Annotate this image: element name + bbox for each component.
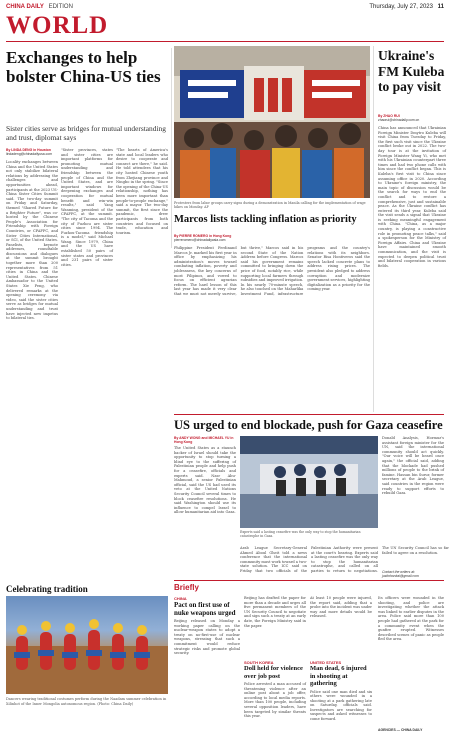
briefly-title: Briefly bbox=[174, 583, 199, 592]
icc-byline: By ANDY WONG and MICHAEL YU in Hong Kong bbox=[174, 436, 234, 445]
kuleba-agency-credit: AGENCIES — CHINA DAILY bbox=[378, 728, 423, 732]
briefly-item bbox=[244, 660, 306, 742]
masthead-logo: CHINA DAILY bbox=[6, 3, 44, 10]
icc-headline: US urged to end blockade, push for Gaza ceasefire bbox=[174, 418, 443, 432]
icc-photo bbox=[240, 436, 378, 528]
page-header bbox=[6, 2, 444, 11]
celebrating-heading: Celebrating tradition bbox=[6, 584, 88, 594]
exchanges-deck: Sister cities serve as bridges for mutual understanding and trust, diplomat says bbox=[6, 124, 166, 142]
exchanges-body-1: Locality exchanges between China and the United States not only stabilize bilateral relations by addressing the challenges and opportunities ahead, participants at the 2023 US-China Sister Cities Summit said. The two-day summit on Friday and Saturday, themed "Shared Future for a Brighter Future", was co-hosted by the Chinese People's Association for Friendship with Foreign Countries, or CPAFFC, and Sister Cities International, or SCI, of the United States. Panelists, keynote addresses, roundtable discussions and dialogues at the summit brought together more than 200 representatives from 51 cities in China and the United States. Chinese Ambassador to the United States Xie Feng, who delivered remarks at the opening ceremony via video, said the sister cities serve as bridges for mutual understanding and trust have injected new impetus to bilateral ties. bbox=[6, 160, 58, 321]
celebration-caption: Dancers wearing traditional costumes perform during the Naadam summer celebration in Xilinhot of the Inner Mongolia autonomous region. (Photo: China Daily) bbox=[6, 697, 167, 706]
page-number: 11 bbox=[437, 3, 444, 10]
exchanges-byline-email: lindadeng@chinadailyusa.com bbox=[6, 152, 53, 157]
briefly-extra-column: At least 10 people were injured, the report said, adding that a probe into the incident was under way and more details would be released. bbox=[310, 596, 372, 619]
right-column-divider bbox=[373, 46, 374, 412]
briefly-region: CHINA bbox=[174, 596, 187, 601]
exchanges-headline: Exchanges to help bolster China-US ties bbox=[6, 48, 161, 86]
marcos-body: Philippine President Ferdinand Marcos Jr. marked his first year in office by emphasizing his administration's moves toward combating inflation, poverty and joblessness, the key concerns of most Filipinos, and vowed to focus on efficient agrarian reform. The hard lesson of this last year has made it very clear that we must not merely survive, but thrive," Marcos said in his second State of the Nation Address before Congress. Marcos said his government remains committed to bringing down the price of food, notably rice, while supporting local farmers through subsidies and improved irrigation. In his nearly 70-minute speech, he also touched on the Maharlika Investment Fund, infrastructure programs and the country's relations with its neighbors. Senator Risa Hontiveros said the speech lacked concrete plans to address rising prices. The president also pledged to address corruption and modernize government services, highlighting digitalization as a priority for the coming year. bbox=[174, 246, 370, 296]
marcos-byline-name: By PIERRE ROMERO in Hong Kong bbox=[174, 234, 232, 238]
exchanges-byline bbox=[6, 148, 58, 157]
briefly-body: Police arrested a man accused of threatening violence after an online post about a job offer, according to local media reports. More than 100 people, including several opposition leaders, have been targeted by similar threats this year. bbox=[244, 682, 306, 719]
kuleba-byline-email: zhaorui@chinadaily.com.cn bbox=[378, 118, 420, 123]
briefly-region: UNITED STATES bbox=[310, 660, 342, 665]
briefly-body: Police said one man died and six others were wounded in a shooting at a park gathering late on Saturday, officials said. Investigators are searching for suspects and asked witnesses to come forward. bbox=[310, 689, 372, 722]
icc-body-1: The United States as a staunch backer of Israel should take the opportunity to stop turning a blind eye to the suffering of Palestinian people and help push for a ceasefire, officials and experts said. Nasr Abu-Mahmoud, a senior Palestinian official, said the US had used its veto at the United Nations Security Council several times to block ceasefire resolutions. He said Washington should use its influence to compel Israel to allow humanitarian aid into Gaza. bbox=[174, 446, 236, 515]
section-rule bbox=[6, 41, 444, 42]
protest-photo bbox=[174, 46, 370, 198]
exchanges-body-3: "The hearts of America's state and local leaders who desire to cooperate and connect are there," he said. He told attendees that his city hosted Chinese youth from Zhejiang province and Ningbo in the spring. "Since the opening of the China-US relationship, nothing has been more important than people-to-people exchange," said a mayor. The two-day summit, the first since the pandemic, drew participants from both countries and focused on trade, education and tourism. bbox=[116, 148, 168, 235]
briefly-region: SOUTH KOREA bbox=[244, 660, 274, 665]
icc-body-3: Donald Analysis, Hormuz's assistant foreign minister for the UN, said the international community should act quickly. "Our voice will be heard once again," the official said, adding that the blockade had pushed millions of people to the brink of famine. Hassan bin Surur, former secretary at the Arab League, said countries in the region were ready to support efforts to rebuild Gaza. bbox=[382, 436, 444, 496]
icc-body-2: Arab League Secretary-General Ahmed Aboul Gheit told a news conference that the international community must work toward a two-state solution. The ICC said on Friday that two officials of the Palestinian Authority were present at the court's hearing. Experts said a lasting ceasefire was the only way to stop the humanitarian catastrophe, and called on all parties to return to negotiations. The UN Security Council has so far failed to agree on a resolution. bbox=[240, 546, 449, 573]
icc-illustration bbox=[240, 436, 378, 528]
briefly-headline: Pact on first use of nuke weapons urged bbox=[174, 601, 236, 617]
exchanges-body-2: "Sister provinces, states and sister cities are important platforms for promoting mutual understanding and friendship between the people of China and the United States, and are important windows for deepening exchanges and cooperation for mutual benefit and win-win results," said Yang Wanming, president of the CPAFFC, at the summit. "The city of Tacoma and the city of Fuzhou are sister cities since 1994. The Fuzhou-Tacoma friendship is a model," said Michael Wang. Since 1979, China and the US have established 50 pairs of sister states and provinces and 231 pairs of sister cities. bbox=[61, 148, 113, 267]
marcos-byline bbox=[174, 234, 236, 243]
protest-caption: Protesters from labor groups carry signs during a demonstration in Manila calling for the implementation of wage hikes on Monday. AP bbox=[174, 201, 366, 210]
briefly-headline: Man dead, 6 injured in shooting at gathering bbox=[310, 665, 367, 687]
briefly-item bbox=[174, 596, 240, 729]
briefly-body: Beijing released on Monday a working paper calling on the nuclear-weapon states to adopt a treaty on no-first-use of nuclear weapons, stressing that such a commitment would reduce strategic risks and promote global security. bbox=[174, 619, 240, 656]
exchanges-byline-name: By LINDA DENG in Houston bbox=[6, 148, 51, 152]
icc-caption: Experts said a lasting ceasefire was the only way to stop the humanitarian catastrophe in Gaza. bbox=[240, 530, 361, 538]
briefly-headline: Doll held for violence over job post bbox=[244, 665, 303, 680]
kuleba-body: China has announced that Ukrainian Foreign Minister Dmytro Kuleba will visit China from Tuesday to Friday, the first such visit since the Ukraine conflict broke out in 2022. The two-day tour is at the invitation of Foreign Minister Wang Yi, who met with his Ukrainian counterpart three times and had two phone calls with him since the conflict began. This is Kuleba's first visit to China since assuming office in 2020. According to Ukraine's foreign ministry, the main topic of discussion would be the search for ways to end the conflict and to restore a comprehensive, just and sustainable peace. As the Ukraine conflict has entered its third year, Kuleba said the visit sends a signal that Ukraine is seeking meaningful engagement with China. "China, as a major country, is playing a constructive role in promoting peace talks," said a spokesperson for the Ministry of Foreign Affairs. China and Ukraine have maintained smooth communication, and the visit is expected to deepen political trust and bilateral cooperation in various fields. bbox=[378, 126, 446, 268]
icc-contact: Contact the writers at: justinhonkai@gmail.com bbox=[382, 570, 419, 579]
celebration-photo bbox=[6, 596, 168, 694]
column-divider bbox=[171, 48, 172, 248]
briefly-body-continued: Beijing has drafted the paper for more than a decade and urges all five permanent members of the UN Security Council to negotiate and sign such a treaty at an early date, the Foreign Ministry said in the paper. bbox=[244, 596, 306, 628]
protest-illustration bbox=[174, 46, 370, 198]
dancers-illustration bbox=[6, 596, 168, 694]
briefly-rule bbox=[174, 580, 444, 581]
section-separator bbox=[174, 414, 444, 415]
marcos-headline: Marcos lists tackling inflation as priority bbox=[174, 214, 357, 225]
kuleba-byline-name: By ZHAO RUI bbox=[378, 114, 400, 118]
header-left bbox=[6, 4, 73, 10]
kuleba-headline: Ukraine's FM Kuleba to pay visit bbox=[378, 48, 445, 94]
edition-label: EDITION bbox=[48, 3, 73, 10]
date-line: Thursday, July 27, 2023 bbox=[369, 3, 433, 10]
header-right bbox=[369, 4, 444, 10]
kuleba-byline bbox=[378, 114, 446, 123]
marcos-byline-email: pierreromero@chinadailyasia.com bbox=[174, 238, 226, 243]
briefly-item bbox=[310, 660, 372, 750]
section-title: WORLD bbox=[6, 12, 109, 39]
briefly-extra-column-2: Its officers were wounded in the shooting, and police are investigating whether the attack was linked to earlier disputes in the area. Police said more than 100 people had gathered at the park for a community event when the gunfire erupted. Witnesses described scenes of panic as people fled the area. bbox=[378, 596, 444, 642]
